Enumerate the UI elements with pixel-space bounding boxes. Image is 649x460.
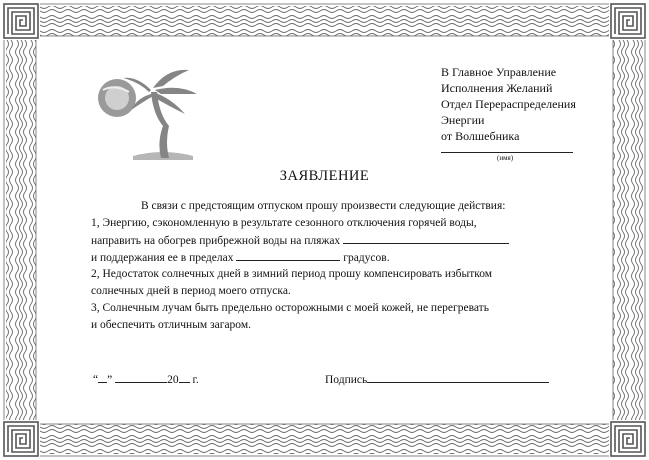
- intro-line: В связи с предстоящим отпуском прошу произвести следующие действия:: [141, 200, 506, 212]
- item-1-line-3-end: градусов.: [343, 252, 390, 264]
- signature-row: [325, 371, 549, 389]
- quote-close: ”: [107, 374, 113, 386]
- quote-open: “: [93, 374, 99, 386]
- year-field[interactable]: [179, 371, 190, 383]
- year-suffix: г.: [192, 374, 199, 386]
- signature-field[interactable]: [367, 371, 549, 383]
- addressee-line: Отдел Перераспределения: [441, 97, 576, 111]
- addressee-block: [441, 64, 576, 144]
- item-1-line-3: [91, 249, 561, 266]
- item-1-line-2-text: направить на обогрев прибрежной воды на пляжах: [91, 235, 341, 247]
- month-field[interactable]: [115, 371, 167, 383]
- document-title: ЗАЯВЛЕНИЕ: [279, 168, 370, 184]
- application-body: [91, 198, 561, 334]
- name-caption: (имя): [497, 154, 514, 162]
- year-prefix: 20: [167, 374, 179, 386]
- sun-icon: [98, 79, 136, 117]
- addressee-line: Исполнения Желаний: [441, 81, 553, 95]
- item-1-line-3-start: и поддержания ее в пределах: [91, 252, 234, 264]
- temperature-field[interactable]: [236, 249, 340, 261]
- day-field[interactable]: [98, 371, 107, 383]
- beach-location-field[interactable]: [343, 232, 509, 244]
- item-3-line-2: и обеспечить отличным загаром.: [91, 319, 251, 331]
- item-1-line-1: 1, Энергию, сэкономленную в результате сезонного отключения горячей воды,: [91, 217, 477, 229]
- date-row: [93, 371, 199, 389]
- name-field-line[interactable]: [441, 152, 573, 153]
- addressee-line: Энергии: [441, 113, 485, 127]
- item-3-line-1: 3, Солнечным лучам быть предельно осторожными с моей кожей, не перегревать: [91, 302, 489, 314]
- signature-label: Подпись: [325, 374, 368, 386]
- addressee-line: В Главное Управление: [441, 65, 557, 79]
- item-2-line-2: солнечных дней в период моего отпуска.: [91, 285, 291, 297]
- item-1-line-2: [91, 232, 561, 249]
- item-2-line-1: 2, Недостаток солнечных дней в зимний период прошу компенсировать избытком: [91, 268, 493, 280]
- palm-tree-icon: [123, 70, 197, 160]
- sun-and-palm-illustration: [93, 64, 211, 160]
- addressee-line: от Волшебника: [441, 129, 520, 143]
